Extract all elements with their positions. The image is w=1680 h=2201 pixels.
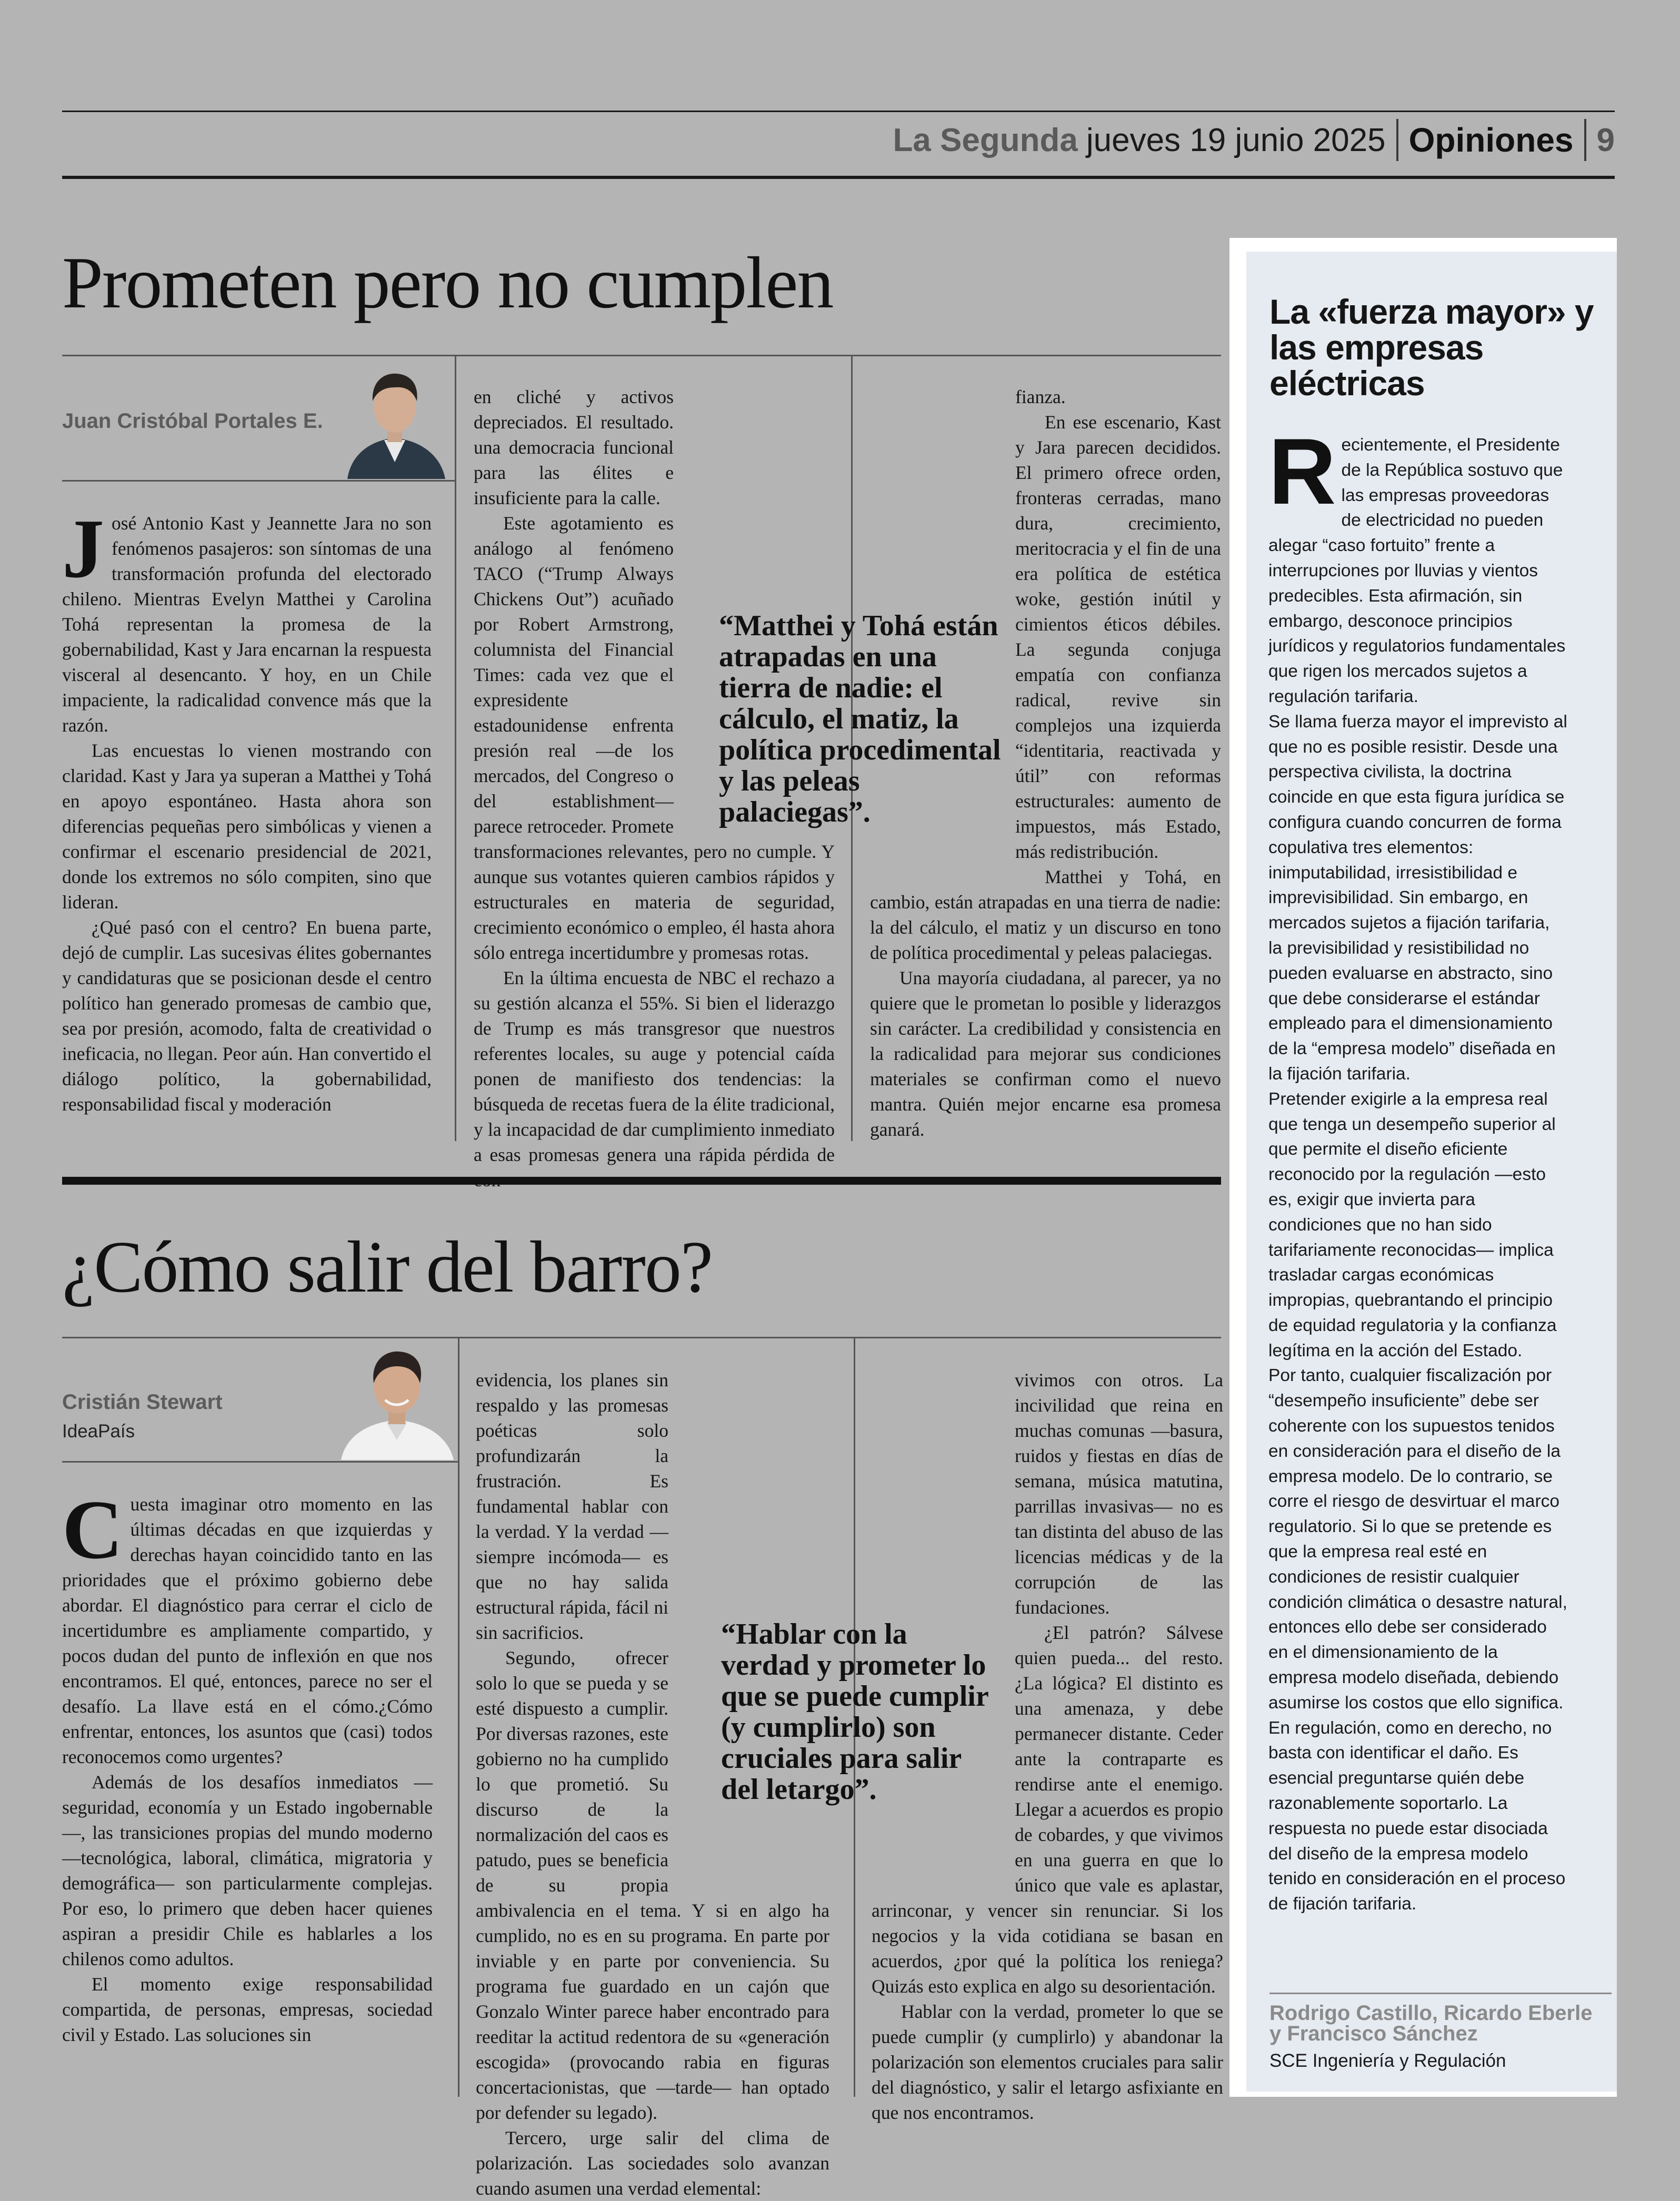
- column-divider: [458, 1337, 459, 2097]
- paragraph: Pretender exigirle a la empresa real que tenga un desempeño superior al que permite el diseño eficiente reconocido por la regulación —esto es, exigir que invierta para condiciones que no han sido tarifariamente reconocidas— implica trasladar cargas económicas impropias, quebrantando el principio de equidad regulatoria y la confianza legítima en la acción del Estado.: [1268, 1089, 1557, 1360]
- article1-author-photo: [342, 357, 447, 479]
- paragraph: En la última encuesta de NBC el rechazo a su gestión alcanza el 55%. Si bien el liderazgo de Trump es más transgresor que nuestros referentes locales, su auge y potencial caída ponen de manifiesto dos tendencias: la búsqueda de recetas fuera de la élite tradicional, y la incapacidad de dar cumplimiento inmediato a esas promesas genera una rápida pérdida de: [474, 967, 835, 1165]
- article2-author-photo: [337, 1341, 457, 1460]
- paragraph: ¿Qué pasó con el centro? En buena parte, dejó de cumplir. Las sucesivas élites gobernantes y candidaturas que se posicionan desde el centro político han generado promesas de cambio que, sea por presión, acomodo, falta de creatividad o ineficacia, no llegan. Peor aún. Han convertido el diálogo político, la gobernabilidad, responsabilidad fiscal y moderación: [62, 917, 432, 1115]
- sidebar-author-rule: [1269, 1993, 1612, 1994]
- article1-top-rule: [62, 355, 1221, 356]
- article2-top-rule: [62, 1337, 1221, 1338]
- paragraph: En regulación, como en derecho, no basta con identificar el daño. Es esencial preguntarse quién debe razonablemente soportarlo. La respuesta no puede estar disociada del diseño de la empresa modelo tenido en consideración en el proceso de fijación tarifaria.: [1268, 1718, 1566, 1914]
- paragraph: ¿El patrón? Sálvese quien pueda... del resto. ¿La lógica? El distinto es una amenaza, y debe permanecer distante. Ceder ante la contraparte es rendirse ante el enemigo. Llegar a acuerdos es propio de cobardes, y que vivimos en una guerra en que lo único que vale es aplastar, arrinconar, y vencer sin renunciar. Si los negocios y la vida cotidiana se basan en acuerdos, ¿por qué la política los reniega? Quizás esto explica en algo su desorientación.: [872, 1622, 1223, 1997]
- paragraph: Por tanto, cualquier fiscalización por “desempeño insuficiente” debe ser coherente con los supuestos tenidos en consideración para el diseño de la empresa modelo. De lo contrario, se corre el riesgo de desvirtuar el marco regulatorio. Si lo que se pretende es que la empresa real esté en condiciones de resistir cualquier condición climática o desastre natural, entonces ello debe ser considerado en el dimensionamiento de la empresa modelo diseñada, debiendo asumirse los costos que ello significa.: [1268, 1366, 1567, 1713]
- article2-dropcap: C: [62, 1483, 123, 1576]
- article1-column-1: [62, 502, 432, 1142]
- article2-author: Cristián Stewart: [62, 1390, 223, 1414]
- paragraph: Además de los desafíos inmediatos —seguridad, economía y un Estado ingobernable—, las transiciones propias del mundo moderno —tecnológica, laboral, climática, migratoria y demográfica— son particularmente complejas. Por eso, lo primero que deben hacer quienes aspiran a presidir Chile es hablarles a los chilenos como adultos.: [62, 1772, 433, 1969]
- sidebar-dropcap: R: [1268, 419, 1336, 524]
- paragraph: El momento exige responsabilidad compartida, de personas, empresas, sociedad civil y Estado. Las soluciones sin: [62, 1974, 433, 2045]
- article2-author-rule: [62, 1461, 458, 1463]
- article2-author-affiliation: IdeaPaís: [62, 1421, 135, 1442]
- paragraph: Las encuestas lo vienen mostrando con claridad. Kast y Jara ya superan a Matthei y Tohá en apoyo espontáneo. Hasta ahora son diferencias pequeñas pero simbólicas y vienen a confirmar el escenario presidencial de 2021, donde los extremos no sólo compiten, sino que lideran.: [62, 740, 432, 913]
- masthead: [893, 115, 1615, 165]
- section-name: Opiniones: [1408, 121, 1574, 159]
- masthead-bottom-rule: [62, 176, 1615, 179]
- newspaper-name: La Segunda: [893, 122, 1078, 158]
- paragraph: Segundo, ofrecer solo lo que se pueda y se esté dispuesto a cumplir. Por diversas razones, este gobierno no ha cumplido lo que prometió. Su discurso de la normalización del caos es patudo, pues se beneficia de su propia ambivalencia en el tema. Y si en algo ha cumplido, no es en su programa. En parte por inviable y en parte por conveniencia. Su programa fue guardado en un cajón que Gonzalo Winter parece haber encontrado para reeditar la actitud redentora de su «generación escogida» (provocando rabia en figuras concertacionistas, que —tarde— han optado por defender su legado).: [476, 1647, 829, 2123]
- masthead-divider: [1396, 119, 1398, 161]
- article1-headline: Prometen pero no cumplen: [62, 242, 833, 324]
- article1-author: Juan Cristóbal Portales E.: [62, 409, 323, 433]
- paragraph: Tercero, urge salir del clima de polarización. Las sociedades solo avanzan cuando asumen una verdad elemental:: [476, 2127, 829, 2199]
- column-divider: [455, 355, 456, 1141]
- paragraph: Se llama fuerza mayor el imprevisto al que no es posible resistir. Desde una perspectiva civilista, la doctrina coincide en que esta figura jurídica se configura cuando concurren de forma copulativa tres elementos: inimputabilidad, irresistibilidad e imprevisibilidad. Sin embargo, en mercados sujetos a fijación tarifaria, la previsibilidad y resistibilidad no pueden evaluarse en abstracto, sino que debe considerarse el estándar empleado para el dimensionamiento de la “empresa modelo” diseñada en la fijación tarifaria.: [1268, 712, 1567, 1084]
- paragraph: vivimos con otros. La incivilidad que reina en muchas comunas —basura, ruidos y fiestas en días de semana, música matutina, parrillas invasivas— no es tan distinta del abuso de las licencias médicas y de la corrupción de las fundaciones.: [1015, 1369, 1223, 1618]
- sidebar-body: [1268, 419, 1567, 1948]
- page-number: 9: [1596, 122, 1615, 158]
- paragraph: en cliché y activos depreciados. El resultado. una democracia funcional para las élites e insuficiente para la calle.: [474, 386, 674, 508]
- article2-headline: ¿Cómo salir del barro?: [62, 1226, 713, 1308]
- paragraph: ecientemente, el Presidente de la República sostuvo que las empresas proveedoras de electricidad no pueden alegar “caso fortuito” frente a interrupciones por lluvias y vientos predecibles. Esta afirmación, sin embargo, desconoce principios jurídicos y regulatorios fundamentales que rigen los mercados sujetos a regulación tarifaria.: [1268, 435, 1566, 706]
- paragraph: uesta imaginar otro momento en las últimas décadas en que izquierdas y derechas hayan coincidido tanto en las prioridades que el próximo gobierno debe abordar. El diagnóstico para cerrar el ciclo de incertidumbre es ampliamente compartido, y pocos dudan del punto de inflexión en que nos encontramos. El qué, entonces, parece no ser el desafío. La llave está en el cómo.¿Cómo enfrentar, entonces, los asuntos que (casi) todos reconocemos como urgentes?: [62, 1494, 433, 1767]
- paragraph: fianza.: [1015, 386, 1066, 407]
- article2-column-1: [62, 1483, 433, 2097]
- article2-pull-quote: “Hablar con la verdad y prometer lo que se puede cumplir (y cumplirlo) son cruciales para salir del letargo”.: [721, 1618, 988, 1806]
- section-divider: [62, 1177, 1221, 1185]
- paragraph: En ese escenario, Kast y Jara parecen decididos. El primero ofrece orden, fronteras cerradas, mano dura, crecimiento, meritocracia y el fin de una era política de estética woke, gestión inútil y cimientos éticos débiles. La segunda conjuga empatía con confianza radical, revive sin complejos una izquierda “identitaria, reactivada y útil” con reformas estructurales: aumento de impuestos, más Estado, más redistribución.: [1015, 412, 1221, 862]
- masthead-top-rule: [62, 111, 1615, 112]
- sidebar-affiliation: SCE Ingeniería y Regulación: [1269, 2050, 1506, 2071]
- paragraph: Hablar con la verdad, prometer lo que se puede cumplir (y cumplirlo) y abandonar la polarización son elementos cruciales para salir del diagnóstico, y salir el letargo asfixiante en que nos encontramos.: [872, 2001, 1223, 2123]
- sidebar-authors: Rodrigo Castillo, Ricardo Eberle y Francisco Sánchez: [1269, 2002, 1593, 2045]
- paragraph: evidencia, los planes sin respaldo y las promesas poéticas solo profundizarán la frustración. Es fundamental hablar con la verdad. Y la verdad —siempre incómoda— es que no hay salida estructural rápida, fácil ni sin sacrificios.: [476, 1369, 668, 1643]
- paragraph: osé Antonio Kast y Jeannette Jara no son fenómenos pasajeros: son síntomas de una transformación profunda del electorado chileno. Mientras Evelyn Matthei y Carolina Tohá representan la promesa de la gobernabilidad, Kast y Jara encarnan la respuesta visceral al desencanto. Y hoy, en un Chile impaciente, la radicalidad convence más que la razón.: [62, 513, 432, 736]
- paragraph: Una mayoría ciudadana, al parecer, ya no quiere que le prometan lo posible y liderazgos sin carácter. La credibilidad y consistencia en la radicalidad para mejorar sus condiciones materiales se confirman como el nuevo mantra. Quién mejor encarne esa promesa ganará.: [870, 967, 1221, 1140]
- article1-pull-quote: “Matthei y Tohá están atrapadas en una tierra de nadie: el cálculo, el matiz, la política procedimental y las peleas palaciegas”.: [719, 609, 1001, 828]
- article1-dropcap: J: [62, 502, 104, 595]
- paragraph: Matthei y Tohá, en cambio, están atrapadas en una tierra de nadie: la del cálculo, el matiz y un discurso en tono de política procedimental y peleas palaciegas.: [870, 866, 1221, 963]
- article1-author-rule: [62, 480, 455, 482]
- masthead-divider: [1584, 119, 1586, 161]
- paragraph: Este agotamiento es análogo al fenómeno TACO (“Trump Always Chickens Out”) acuñado por Robert Armstrong, columnista del Financial Times: cada vez que el expresidente estadounidense enfrenta presión real —de los mercados, del Congreso o del establishment— parece retroceder. Promete transformaciones relevantes, pero no cumple. Y aunque sus votantes quieren cambios rápidos y estructurales en materia de seguridad, crecimiento económico o empleo, él hasta ahora sólo entrega incertidumbre y promesas rotas.: [474, 513, 835, 963]
- publication-date: jueves 19 junio 2025: [1086, 122, 1386, 158]
- sidebar-title: La «fuerza mayor» y las empresas eléctricas: [1269, 292, 1594, 403]
